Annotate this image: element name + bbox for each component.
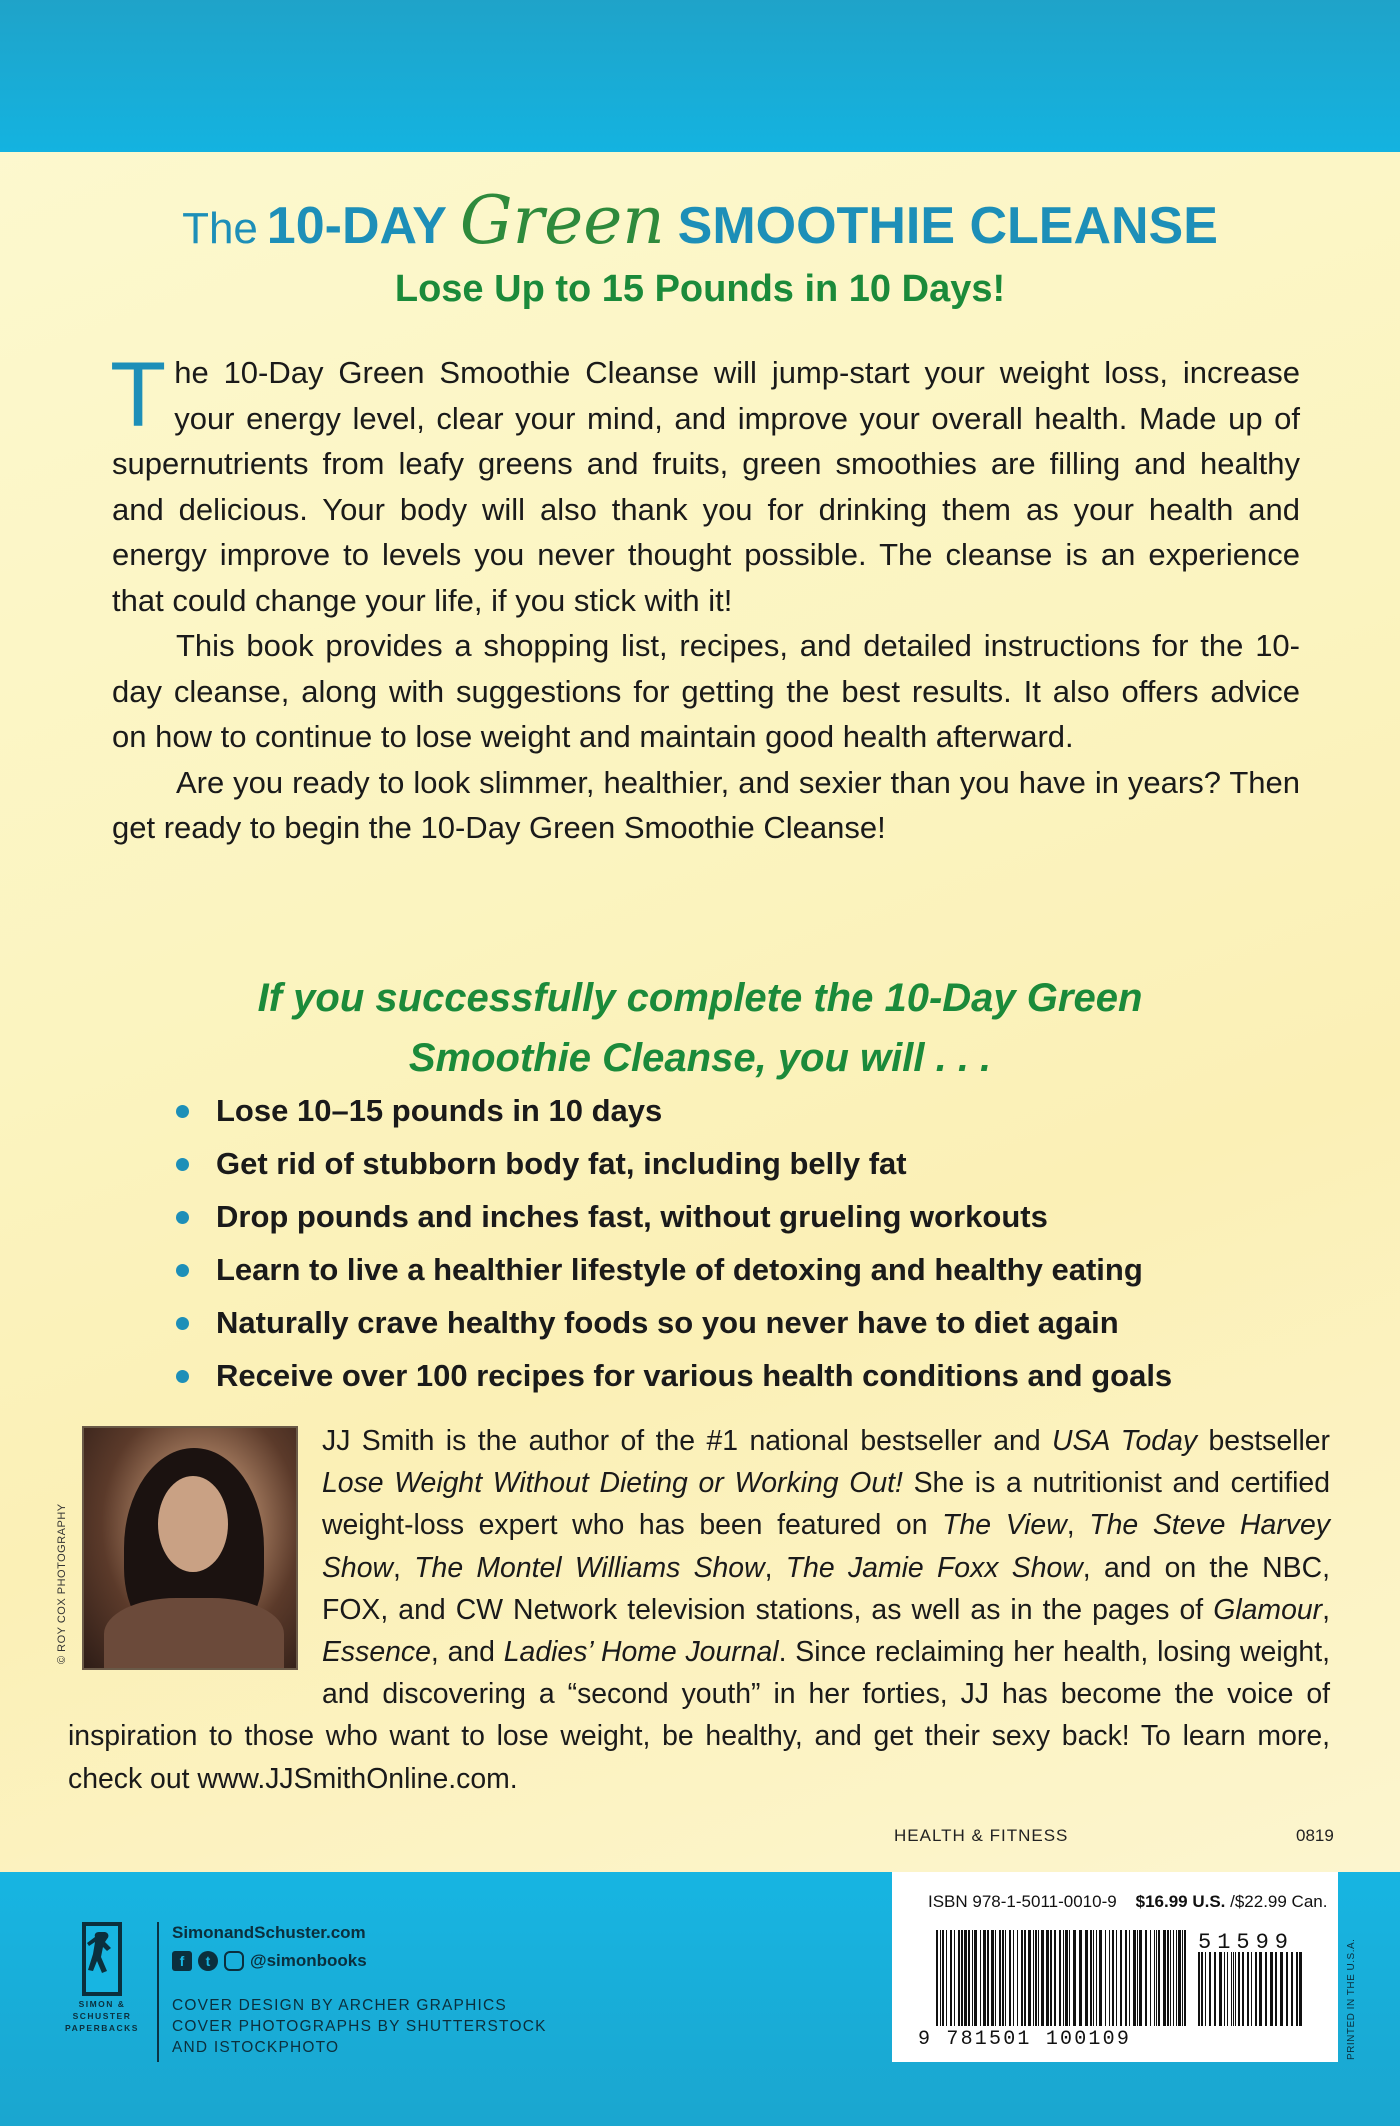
- promise-heading: [0, 968, 1400, 1088]
- isbn: ISBN 978-1-5011-0010-9: [928, 1892, 1117, 1911]
- publisher-info: [172, 1923, 547, 2058]
- barcode-digits: 9 781501 100109: [918, 2028, 1132, 2051]
- title-green-script: Green: [459, 182, 665, 259]
- intro-paragraph-1: [110, 344, 1300, 623]
- catalog-code: 0819: [1296, 1826, 1334, 1845]
- social-links: [172, 1949, 547, 1973]
- book-title: [0, 182, 1400, 259]
- intro-paragraph-3: Are you ready to look slimmer, healthier, and sexier than you have in years? Then get ready to begin the 10-Day Green Smoothie Cleanse!: [112, 764, 1300, 845]
- twitter-icon[interactable]: t: [198, 1951, 218, 1971]
- promise-line-1: If you successfully complete the 10-Day Green: [257, 976, 1143, 1020]
- bullet-icon: [176, 1264, 189, 1277]
- publisher-logo: [62, 1920, 142, 2050]
- bullet-icon: [176, 1211, 189, 1224]
- intro-text: [110, 344, 1300, 851]
- list-item: Drop pounds and inches fast, without grueling workouts: [176, 1194, 1326, 1247]
- intro-paragraph-1-text: he 10-Day Green Smoothie Cleanse will jump-start your weight loss, increase your energy level, clear your mind, and improve your overall health. Made up of supernutrients from leafy greens and fruits, green smoothies are filling and healthy and delicious. Your body will also thank you for drinking them as your health and energy improve to levels you never thought possible. The cleanse is an experience that could change your life, if you stick with it!: [112, 355, 1300, 618]
- divider: [157, 1922, 159, 2062]
- bullet-icon: [176, 1158, 189, 1171]
- facebook-icon[interactable]: f: [172, 1951, 192, 1971]
- list-item: Learn to live a healthier lifestyle of detoxing and healthy eating: [176, 1247, 1326, 1300]
- price-code: 51599: [1198, 1930, 1295, 1955]
- promise-line-2: Smoothie Cleanse, you will . . .: [408, 1036, 992, 1080]
- barcode-panel: [892, 1872, 1338, 2062]
- list-item: Lose 10–15 pounds in 10 days: [176, 1088, 1326, 1141]
- list-item: Naturally crave healthy foods so you never have to diet again: [176, 1300, 1326, 1353]
- top-color-band: [0, 0, 1400, 152]
- list-item: Receive over 100 recipes for various health conditions and goals: [176, 1353, 1326, 1406]
- author-bio: JJ Smith is the author of the #1 national bestseller and USA Today bestseller Lose Weight Without Dieting or Working Out! She is a nutritionist and certified weight-loss expert who has been featured on The View, The Steve Harvey Show, The Montel Williams Show, The Jamie Foxx Show, and on the NBC, FOX, and CW Network television stations, as well as in the pages of Glamour, Essence, and Ladies’ Home Journal. Since reclaiming her health, losing weight, and discovering a “second youth” in her forties, JJ has become the voice of inspiration to those who want to lose weight, be healthy, and get their sexy back! To learn more, check out www.JJSmithOnline.com.: [68, 1425, 1331, 1795]
- bullet-icon: [176, 1317, 189, 1330]
- logo-text-3: PAPERBACKS: [65, 2023, 139, 2033]
- benefits-list: [176, 1088, 1326, 1406]
- cover-credits: COVER DESIGN BY ARCHER GRAPHICS COVER PHOTOGRAPHS BY SHUTTERSTOCK AND ISTOCKPHOTO: [172, 1997, 547, 2056]
- book-subtitle: Lose Up to 15 Pounds in 10 Days!: [394, 268, 1006, 310]
- social-handle[interactable]: @simonbooks: [250, 1951, 367, 1970]
- bullet-icon: [176, 1370, 189, 1383]
- sower-logo-icon: [80, 1920, 124, 1998]
- title-the: The: [182, 204, 258, 253]
- logo-text-1: SIMON &: [78, 1999, 126, 2009]
- title-10-day: 10-DAY: [266, 197, 447, 255]
- list-item: Get rid of stubborn body fat, including belly fat: [176, 1141, 1326, 1194]
- book-category: HEALTH & FITNESS: [894, 1826, 1069, 1845]
- isbn-price-line: [928, 1892, 1327, 1912]
- title-smoothie-cleanse: SMOOTHIE CLEANSE: [677, 197, 1218, 255]
- us-price: $16.99 U.S.: [1135, 1892, 1226, 1911]
- drop-cap: T: [110, 344, 167, 446]
- instagram-icon[interactable]: [224, 1951, 244, 1971]
- can-price: /$22.99 Can.: [1225, 1892, 1328, 1911]
- publisher-website[interactable]: SimonandSchuster.com: [172, 1923, 366, 1942]
- logo-text-2: SCHUSTER: [72, 2011, 132, 2021]
- bullet-icon: [176, 1105, 189, 1118]
- intro-paragraph-2: This book provides a shopping list, recipes, and detailed instructions for the 10-day cleanse, along with suggestions for getting the best results. It also offers advice on how to continue to lose weight and maintain good health afterward.: [112, 628, 1300, 754]
- printed-in: PRINTED IN THE U.S.A.: [1346, 1938, 1357, 2060]
- photo-credit: © ROY COX PHOTOGRAPHY: [56, 1503, 68, 1664]
